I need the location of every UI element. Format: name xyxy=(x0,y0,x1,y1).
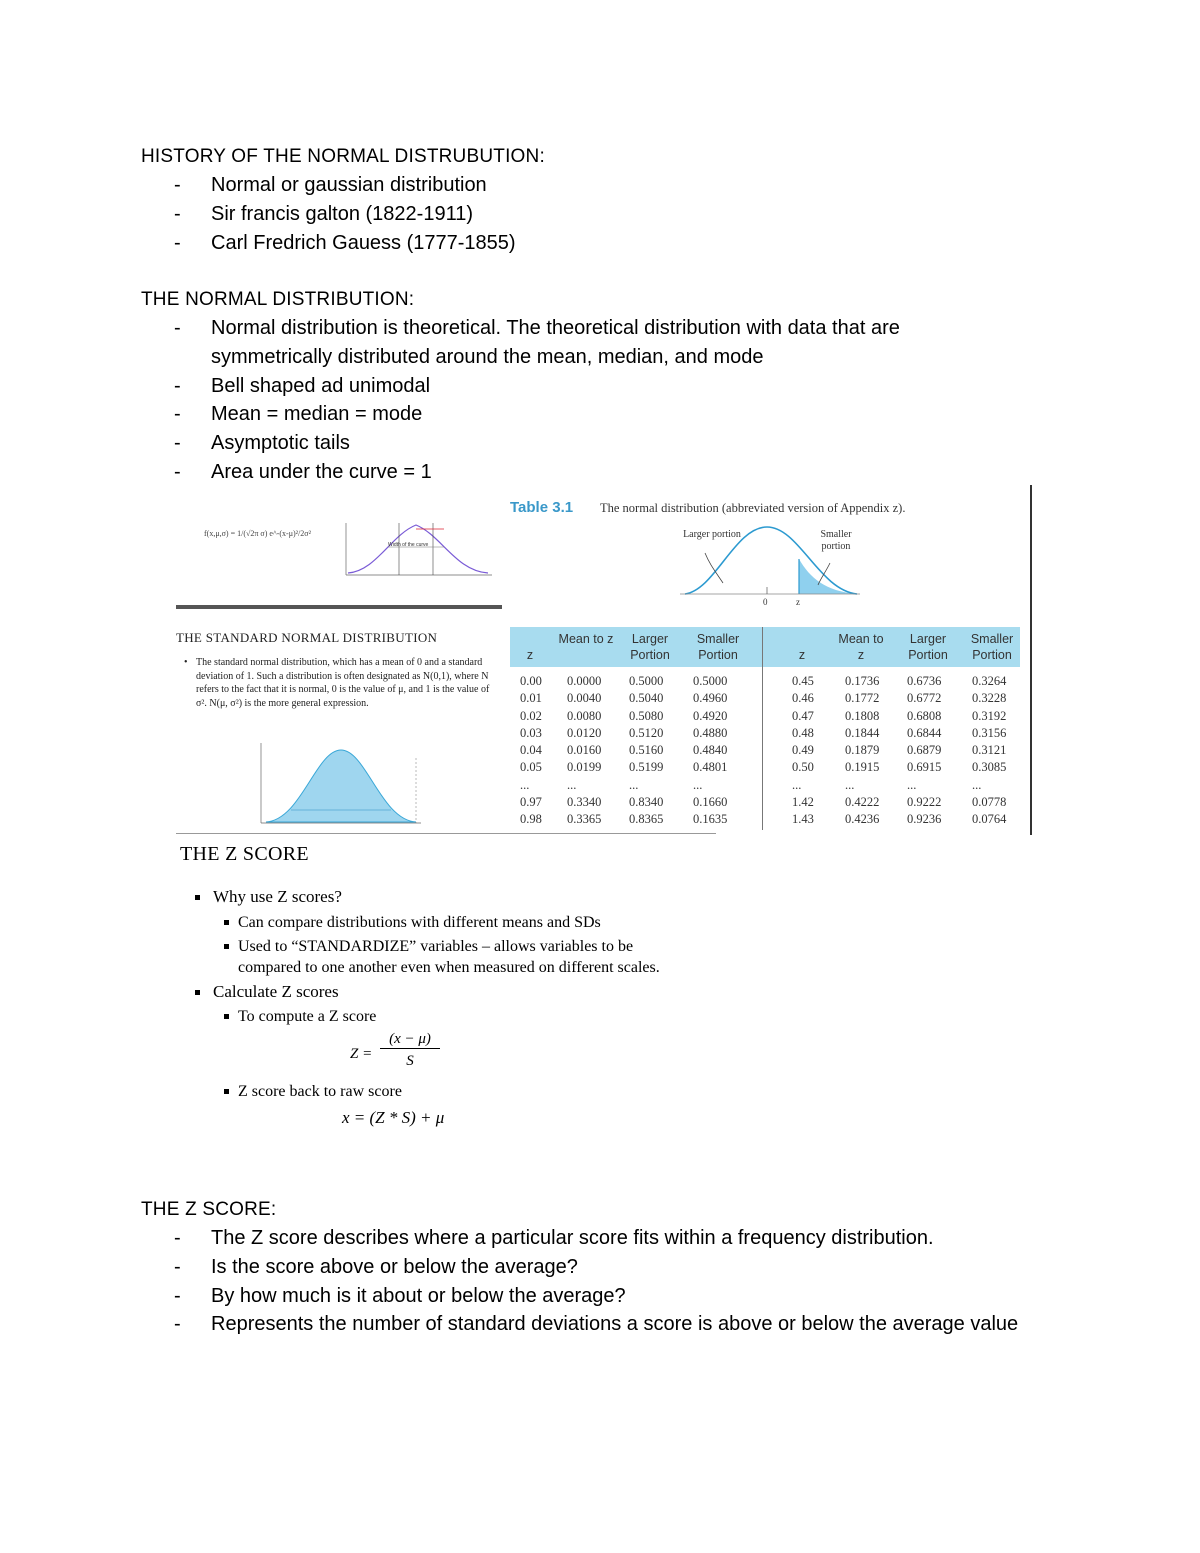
list-item: - Asymptotic tails xyxy=(174,432,350,455)
list-item: - Is the score above or below the average? xyxy=(174,1255,578,1278)
list-item: - Bell shaped ad unimodal xyxy=(174,374,431,397)
col-larger-right: 0.6736 0.6772 0.6808 0.6844 0.6879 0.6915 ... 0.9222 0.9236 xyxy=(907,674,942,827)
z-score-slide xyxy=(180,843,720,1128)
table-label: Table 3.1 xyxy=(510,499,574,516)
list-item: - By how much is it about or below the average? xyxy=(174,1284,626,1307)
history-list xyxy=(174,171,516,257)
normal-distribution-list xyxy=(174,314,994,487)
list-item: Calculate Z scores xyxy=(180,981,720,1003)
table-caption: The normal distribution (abbreviated version of Appendix z). xyxy=(600,501,906,515)
list-item: Why use Z scores? xyxy=(180,886,720,908)
history-heading: HISTORY OF THE NORMAL DISTRUBUTION: xyxy=(141,146,545,167)
bell-curve-figure xyxy=(176,505,502,605)
list-item: - Represents the number of standard deviations a score is above or below the average value xyxy=(174,1313,1019,1336)
z-score-list xyxy=(174,1224,1044,1339)
list-item: - Area under the curve = 1 xyxy=(174,460,432,483)
z-slide-title: THE Z SCORE xyxy=(180,843,309,865)
list-item: - Sir francis galton (1822-1911) xyxy=(174,202,473,225)
list-item: - The Z score describes where a particular score fits within a frequency distribution. xyxy=(174,1227,934,1249)
slide-title: THE STANDARD NORMAL DISTRIBUTION xyxy=(176,630,438,645)
col-z-right: 0.45 0.46 0.47 0.48 0.49 0.50 ... 1.42 1.43 xyxy=(792,674,814,827)
col-mean-left: 0.0000 0.0040 0.0080 0.0120 0.0160 0.0199 ... 0.3340 0.3365 xyxy=(567,674,602,827)
list-item: - Mean = median = mode xyxy=(174,403,423,426)
z-formula: Z = (x − μ) S xyxy=(180,1031,720,1081)
slide-bullet: • The standard normal distribution, which has a mean of 0 and a standard deviation of 1. Such a distribution is often designated as N(0,1), where N refers to the fact that it is normal, 0 is the value of μ, and 1 is the value of σ². N(μ, σ²) is the more general expression. xyxy=(184,657,490,709)
list-item: - Carl Fredrich Gauess (1777-1855) xyxy=(174,231,516,254)
normal-table xyxy=(510,627,1020,830)
col-larger-left: 0.5000 0.5040 0.5080 0.5120 0.5160 0.5199 ... 0.8340 0.8365 xyxy=(629,674,664,827)
col-z-left: 0.00 0.01 0.02 0.03 0.04 0.05 ... 0.97 0.98 xyxy=(520,674,542,827)
curve-inner-label: Width of the curve xyxy=(388,542,429,548)
table-divider xyxy=(762,627,763,830)
table-figure-header xyxy=(510,497,1030,627)
normal-distribution-heading: THE NORMAL DISTRIBUTION: xyxy=(141,289,415,310)
formula-figure xyxy=(176,505,502,605)
list-item: To compute a Z score xyxy=(180,1006,720,1027)
list-item: Z score back to raw score xyxy=(180,1081,720,1102)
axis-z-label: z xyxy=(796,597,800,607)
raw-score-formula: x = (Z * S) + μ xyxy=(342,1108,445,1127)
standard-normal-slide xyxy=(176,628,506,833)
axis-zero-label: 0 xyxy=(763,597,768,607)
col-mean-right: 0.1736 0.1772 0.1808 0.1844 0.1879 0.1915 ... 0.4222 0.4236 xyxy=(845,674,880,827)
list-item: - Normal or gaussian distribution xyxy=(174,174,487,196)
list-item: - Normal distribution is theoretical. The theoretical distribution with data that are symmetrically distributed around the mean, median, and mode xyxy=(174,317,900,368)
list-item: Can compare distributions with different means and SDs xyxy=(180,912,720,933)
table-header: z Mean to z Larger Portion Smaller Portion z Mean to z Larger Portion Smaller Portion xyxy=(510,627,1020,667)
standard-normal-curve xyxy=(236,738,436,833)
formula-text: f(x,μ,σ) = 1/(√2π σ) e^-(x-μ)²/2σ² xyxy=(204,529,311,538)
larger-portion-label: Larger portion xyxy=(683,529,741,540)
col-smaller-left: 0.5000 0.4960 0.4920 0.4880 0.4840 0.4801 ... 0.1660 0.1635 xyxy=(693,674,728,827)
slide-divider xyxy=(176,605,502,609)
figure-right-border xyxy=(1030,485,1032,835)
smaller-portion-label: Smaller portion xyxy=(820,529,852,552)
col-smaller-right: 0.3264 0.3228 0.3192 0.3156 0.3121 0.3085 ... 0.0778 0.0764 xyxy=(972,674,1007,827)
figure-bottom-rule xyxy=(176,833,716,834)
bullet-dot-icon: • xyxy=(184,657,188,668)
list-item: Used to “STANDARDIZE” variables – allows variables to be compared to one another even when measured on different scales. xyxy=(180,936,688,978)
z-score-heading: THE Z SCORE: xyxy=(141,1199,277,1220)
